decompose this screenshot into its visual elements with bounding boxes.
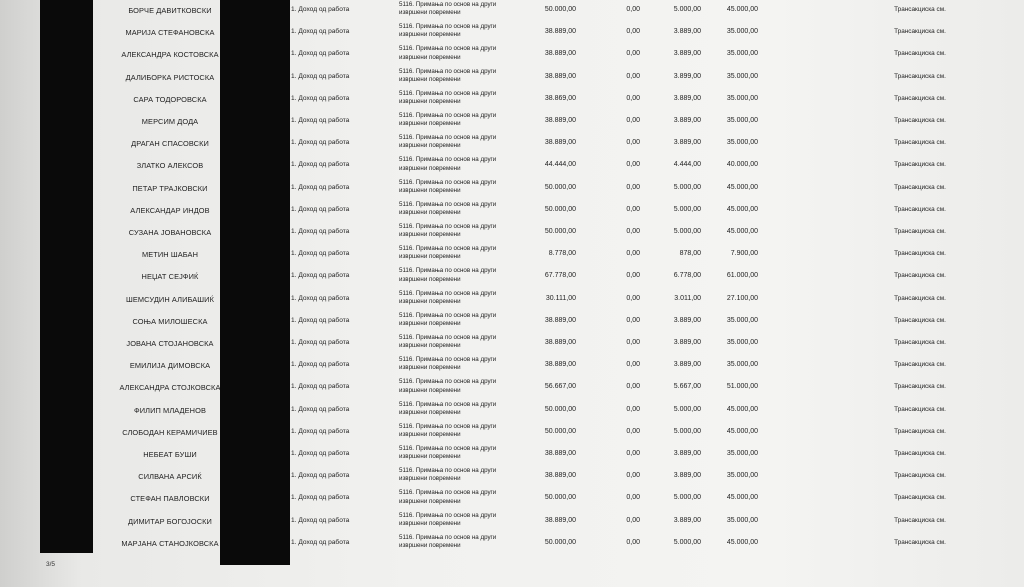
gross-amount: 38.889,00	[544, 139, 576, 147]
income-description: 5116. Примања по основ на други извршени повремени	[399, 245, 497, 261]
payment-method: Трансакциска см.	[894, 427, 946, 435]
contribution-amount: 0,00	[626, 294, 640, 302]
table-row	[0, 289, 1024, 311]
net-amount: 45.000,00	[726, 205, 758, 213]
contribution-amount: 0,00	[626, 316, 640, 324]
recipient-name: СТЕФАН ПАВЛОВСКИ	[130, 494, 210, 504]
income-description: 5116. Примања по основ на други извршени повремени	[399, 134, 497, 150]
payment-method: Трансакциска см.	[894, 316, 946, 324]
payment-method: Трансакциска см.	[894, 205, 946, 213]
table-row	[0, 67, 1024, 89]
income-type: 1. Доход од работа	[291, 361, 350, 369]
payment-method: Трансакциска см.	[894, 361, 946, 369]
income-description: 5116. Примања по основ на други извршени повремени	[399, 267, 497, 283]
income-type: 1. Доход од работа	[291, 72, 350, 80]
recipient-name: СЛОБОДАН КЕРАМИЧИЕВ	[122, 427, 218, 437]
tax-amount: 3.889,00	[673, 361, 701, 369]
net-amount: 35.000,00	[726, 94, 758, 102]
net-amount: 35.000,00	[726, 316, 758, 324]
income-description: 5116. Примања по основ на други извршени повремени	[399, 112, 497, 128]
table-row	[0, 89, 1024, 111]
contribution-amount: 0,00	[626, 161, 640, 169]
table-row	[0, 44, 1024, 66]
contribution-amount: 0,00	[626, 94, 640, 102]
contribution-amount: 0,00	[626, 72, 640, 80]
income-type: 1. Доход од работа	[291, 383, 350, 391]
income-description: 5116. Примања по основ на други извршени повремени	[399, 489, 497, 505]
tax-amount: 3.889,00	[673, 94, 701, 102]
table-row	[0, 488, 1024, 510]
payment-method: Трансакциска см.	[894, 538, 946, 546]
gross-amount: 50.000,00	[544, 405, 576, 413]
table-row	[0, 377, 1024, 399]
gross-amount: 38.889,00	[544, 28, 576, 36]
redaction-bar-middle	[220, 0, 290, 565]
tax-amount: 5.000,00	[673, 405, 701, 413]
gross-amount: 38.889,00	[544, 72, 576, 80]
contribution-amount: 0,00	[626, 405, 640, 413]
gross-amount: 30.111,00	[545, 294, 576, 302]
income-description: 5116. Примања по основ на други извршени повремени	[399, 334, 497, 350]
recipient-name: МЕРСИМ ДОДА	[141, 117, 199, 126]
table-row	[0, 244, 1024, 266]
income-description: 5116. Примања по основ на други извршени повремени	[399, 422, 497, 438]
gross-amount: 38.889,00	[544, 117, 576, 124]
tax-amount: 3.889,00	[673, 472, 701, 480]
payment-method: Трансакциска см.	[894, 228, 946, 235]
income-type: 1. Доход од работа	[291, 28, 350, 36]
contribution-amount: 0,00	[626, 228, 640, 235]
net-amount: 7.900,00	[730, 250, 758, 258]
income-type: 1. Доход од работа	[291, 161, 350, 169]
contribution-amount: 0,00	[626, 427, 640, 435]
recipient-name: СИЛВАНА АРСИЌ	[138, 472, 202, 482]
payment-method: Трансакциска см.	[894, 250, 946, 258]
contribution-amount: 0,00	[626, 494, 640, 502]
net-amount: 35.000,00	[726, 361, 758, 369]
recipient-name: ЈОВАНА СТОЈАНОВСКА	[126, 339, 214, 348]
recipient-name: АЛЕКСАНДАР ИНДОВ	[130, 205, 210, 215]
contribution-amount: 0,00	[626, 50, 640, 58]
recipient-name: ЗЛАТКО АЛЕКСОВ	[136, 161, 204, 171]
gross-amount: 38.869,00	[544, 94, 576, 102]
table-row	[0, 355, 1024, 377]
recipient-name: МАРЈАНА СТАНОЈКОВСКА	[121, 538, 219, 548]
tax-amount: 5.000,00	[673, 205, 701, 213]
tax-amount: 3.889,00	[673, 516, 701, 524]
gross-amount: 50.000,00	[544, 494, 576, 502]
tax-amount: 3.889,00	[673, 139, 701, 147]
income-description: 5116. Примања по основ на други извршени повремени	[399, 511, 497, 527]
contribution-amount: 0,00	[626, 117, 640, 124]
tax-amount: 4.444,00	[673, 161, 701, 169]
recipient-name: ШЕМСУДИН АЛИБАШИЌ	[126, 294, 214, 304]
table-row	[0, 333, 1024, 355]
payment-method: Трансакциска см.	[894, 50, 946, 58]
income-description: 5116. Примања по основ на други извршени повремени	[399, 23, 497, 39]
recipient-name: АЛЕКСАНДРА КОСТОВСКА	[121, 50, 219, 60]
gross-amount: 38.889,00	[544, 472, 576, 480]
income-type: 1. Доход од работа	[291, 405, 350, 413]
gross-amount: 38.889,00	[544, 516, 576, 524]
gross-amount: 56.667,00	[544, 383, 576, 391]
table-row	[0, 133, 1024, 155]
payment-method: Трансакциска см.	[894, 117, 946, 124]
income-description: 5116. Примања по основ на други извршени повремени	[399, 67, 497, 83]
income-description: 5116. Примања по основ на други извршени повремени	[399, 200, 497, 216]
table-row	[0, 422, 1024, 444]
table-row	[0, 466, 1024, 488]
tax-amount: 5.000,00	[673, 228, 701, 235]
contribution-amount: 0,00	[626, 139, 640, 147]
contribution-amount: 0,00	[626, 538, 640, 546]
income-type: 1. Доход од работа	[291, 272, 350, 280]
contribution-amount: 0,00	[626, 250, 640, 258]
table-row	[0, 22, 1024, 44]
net-amount: 45.000,00	[726, 6, 758, 13]
net-amount: 35.000,00	[726, 339, 758, 346]
income-description: 5116. Примања по основ на други извршени повремени	[399, 467, 497, 483]
recipient-name: МАРИЈА СТЕФАНОВСКА	[125, 28, 215, 38]
contribution-amount: 0,00	[626, 383, 640, 391]
net-amount: 35.000,00	[726, 50, 758, 58]
payment-method: Трансакциска см.	[894, 272, 946, 280]
gross-amount: 50.000,00	[544, 6, 576, 13]
tax-amount: 3.889,00	[673, 28, 701, 36]
payment-method: Трансакциска см.	[894, 161, 946, 169]
payment-method: Трансакциска см.	[894, 6, 946, 13]
income-description: 5116. Примања по основ на други извршени повремени	[399, 533, 497, 549]
gross-amount: 50.000,00	[544, 538, 576, 546]
income-type: 1. Доход од работа	[291, 205, 350, 213]
contribution-amount: 0,00	[626, 361, 640, 369]
payment-method: Трансакциска см.	[894, 494, 946, 502]
payment-method: Трансакциска см.	[894, 94, 946, 102]
income-type: 1. Доход од работа	[291, 250, 350, 258]
table-row	[0, 266, 1024, 288]
redaction-bar-left	[40, 0, 93, 553]
table-row	[0, 200, 1024, 222]
table-row	[0, 533, 1024, 555]
recipient-name: ДАЛИБОРКА РИСТОСКА	[125, 72, 215, 82]
gross-amount: 38.889,00	[544, 316, 576, 324]
recipient-name: ЕМИЛИЈА ДИМОВСКА	[129, 361, 211, 371]
gross-amount: 38.889,00	[544, 361, 576, 369]
payment-method: Трансакциска см.	[894, 28, 946, 36]
table-row	[0, 0, 1024, 22]
net-amount: 45.000,00	[726, 183, 758, 191]
tax-amount: 3.889,00	[673, 50, 701, 58]
tax-amount: 5.000,00	[673, 538, 701, 546]
net-amount: 35.000,00	[726, 72, 758, 80]
table-row	[0, 111, 1024, 133]
net-amount: 35.000,00	[726, 450, 758, 457]
income-type: 1. Доход од работа	[291, 50, 350, 58]
table-row	[0, 511, 1024, 533]
income-description: 5116. Примања по основ на други извршени повремени	[399, 445, 497, 461]
contribution-amount: 0,00	[626, 28, 640, 36]
tax-amount: 5.000,00	[673, 494, 701, 502]
recipient-name: ФИЛИП МЛАДЕНОВ	[134, 405, 206, 415]
tax-amount: 5.000,00	[673, 183, 701, 191]
contribution-amount: 0,00	[626, 450, 640, 457]
net-amount: 35.000,00	[726, 28, 758, 36]
table-row	[0, 155, 1024, 177]
recipient-name: ПЕТАР ТРАЈКОВСКИ	[132, 183, 208, 193]
tax-amount: 3.889,00	[673, 450, 701, 457]
recipient-name: БОРЧЕ ДАВИТКОВСКИ	[128, 6, 212, 15]
gross-amount: 38.889,00	[544, 339, 576, 346]
recipient-name: ДРАГАН СПАСОВСКИ	[131, 139, 209, 149]
recipient-name: АЛЕКСАНДРА СТОЈКОВСКА	[119, 383, 221, 393]
income-type: 1. Доход од работа	[291, 339, 350, 346]
contribution-amount: 0,00	[626, 205, 640, 213]
payment-method: Трансакциска см.	[894, 405, 946, 413]
table-row	[0, 178, 1024, 200]
income-type: 1. Доход од работа	[291, 494, 350, 502]
gross-amount: 50.000,00	[544, 205, 576, 213]
contribution-amount: 0,00	[626, 6, 640, 13]
gross-amount: 50.000,00	[544, 183, 576, 191]
payment-method: Трансакциска см.	[894, 516, 946, 524]
payment-method: Трансакциска см.	[894, 450, 946, 457]
income-description: 5116. Примања по основ на други извршени повремени	[399, 223, 497, 239]
income-type: 1. Доход од работа	[291, 6, 350, 13]
contribution-amount: 0,00	[626, 183, 640, 191]
tax-amount: 3.011,00	[674, 294, 701, 302]
net-amount: 45.000,00	[726, 494, 758, 502]
income-type: 1. Доход од работа	[291, 294, 350, 302]
payment-method: Трансакциска см.	[894, 72, 946, 80]
recipient-name: ДИМИТАР БОГОЈОСКИ	[128, 516, 212, 526]
income-description: 5116. Примања по основ на други извршени повремени	[399, 89, 497, 105]
recipient-name: НЕЏАТ СЕЈФИЌ	[141, 272, 199, 282]
income-type: 1. Доход од работа	[291, 538, 350, 546]
net-amount: 35.000,00	[726, 516, 758, 524]
net-amount: 45.000,00	[726, 405, 758, 413]
contribution-amount: 0,00	[626, 339, 640, 346]
income-description: 5116. Примања по основ на други извршени повремени	[399, 1, 497, 17]
table-row	[0, 400, 1024, 422]
net-amount: 27.100,00	[726, 294, 758, 302]
net-amount: 35.000,00	[726, 472, 758, 480]
net-amount: 45.000,00	[726, 228, 758, 235]
gross-amount: 50.000,00	[544, 427, 576, 435]
tax-amount: 3.899,00	[673, 72, 701, 80]
table-row	[0, 222, 1024, 244]
income-type: 1. Доход од работа	[291, 228, 350, 235]
contribution-amount: 0,00	[626, 516, 640, 524]
payment-method: Трансакциска см.	[894, 383, 946, 391]
table-row	[0, 444, 1024, 466]
income-type: 1. Доход од работа	[291, 183, 350, 191]
income-description: 5116. Примања по основ на други извршени повремени	[399, 45, 497, 61]
gross-amount: 44.444,00	[544, 161, 576, 169]
income-description: 5116. Примања по основ на други извршени повремени	[399, 178, 497, 194]
income-type: 1. Доход од работа	[291, 516, 350, 524]
income-type: 1. Доход од работа	[291, 117, 350, 124]
tax-amount: 5.000,00	[673, 427, 701, 435]
gross-amount: 8.778,00	[548, 250, 576, 258]
tax-amount: 6.778,00	[673, 272, 701, 280]
net-amount: 61.000,00	[726, 272, 758, 280]
net-amount: 35.000,00	[726, 139, 758, 147]
net-amount: 45.000,00	[726, 427, 758, 435]
gross-amount: 50.000,00	[544, 228, 576, 235]
tax-amount: 878,00	[679, 250, 701, 258]
income-description: 5116. Примања по основ на други извршени повремени	[399, 400, 497, 416]
tax-amount: 3.889,00	[673, 117, 701, 124]
recipient-name: МЕТИН ШАБАН	[141, 250, 199, 260]
recipient-name: САРА ТОДОРОВСКА	[133, 94, 207, 104]
net-amount: 51.000,00	[726, 383, 758, 391]
gross-amount: 38.889,00	[544, 450, 576, 457]
contribution-amount: 0,00	[626, 272, 640, 280]
gross-amount: 38.889,00	[544, 50, 576, 58]
payment-method: Трансакциска см.	[894, 294, 946, 302]
recipient-name: СОЊА МИЛОШЕСКА	[132, 316, 208, 326]
tax-amount: 3.889,00	[673, 339, 701, 346]
income-type: 1. Доход од работа	[291, 472, 350, 480]
income-type: 1. Доход од работа	[291, 450, 350, 457]
gross-amount: 67.778,00	[544, 272, 576, 280]
payment-method: Трансакциска см.	[894, 183, 946, 191]
income-description: 5116. Примања по основ на други извршени повремени	[399, 311, 497, 327]
payment-method: Трансакциска см.	[894, 339, 946, 346]
recipient-name: НЕБЕАТ БУШИ	[143, 450, 197, 459]
income-description: 5116. Примања по основ на други извршени повремени	[399, 289, 497, 305]
contribution-amount: 0,00	[626, 472, 640, 480]
net-amount: 35.000,00	[726, 117, 758, 124]
income-description: 5116. Примања по основ на други извршени повремени	[399, 156, 497, 172]
page-number: 3/5	[46, 561, 56, 568]
payment-method: Трансакциска см.	[894, 472, 946, 480]
income-type: 1. Доход од работа	[291, 316, 350, 324]
income-description: 5116. Примања по основ на други извршени повремени	[399, 356, 497, 372]
table-row	[0, 311, 1024, 333]
tax-amount: 5.667,00	[673, 383, 701, 391]
recipient-name: СУЗАНА ЈОВАНОВСКА	[128, 228, 212, 237]
income-type: 1. Доход од работа	[291, 94, 350, 102]
income-type: 1. Доход од работа	[291, 427, 350, 435]
payment-method: Трансакциска см.	[894, 139, 946, 147]
net-amount: 45.000,00	[726, 538, 758, 546]
tax-amount: 3.889,00	[673, 316, 701, 324]
tax-amount: 5.000,00	[673, 6, 701, 13]
income-type: 1. Доход од работа	[291, 139, 350, 147]
income-description: 5116. Примања по основ на други извршени повремени	[399, 378, 497, 394]
net-amount: 40.000,00	[726, 161, 758, 169]
